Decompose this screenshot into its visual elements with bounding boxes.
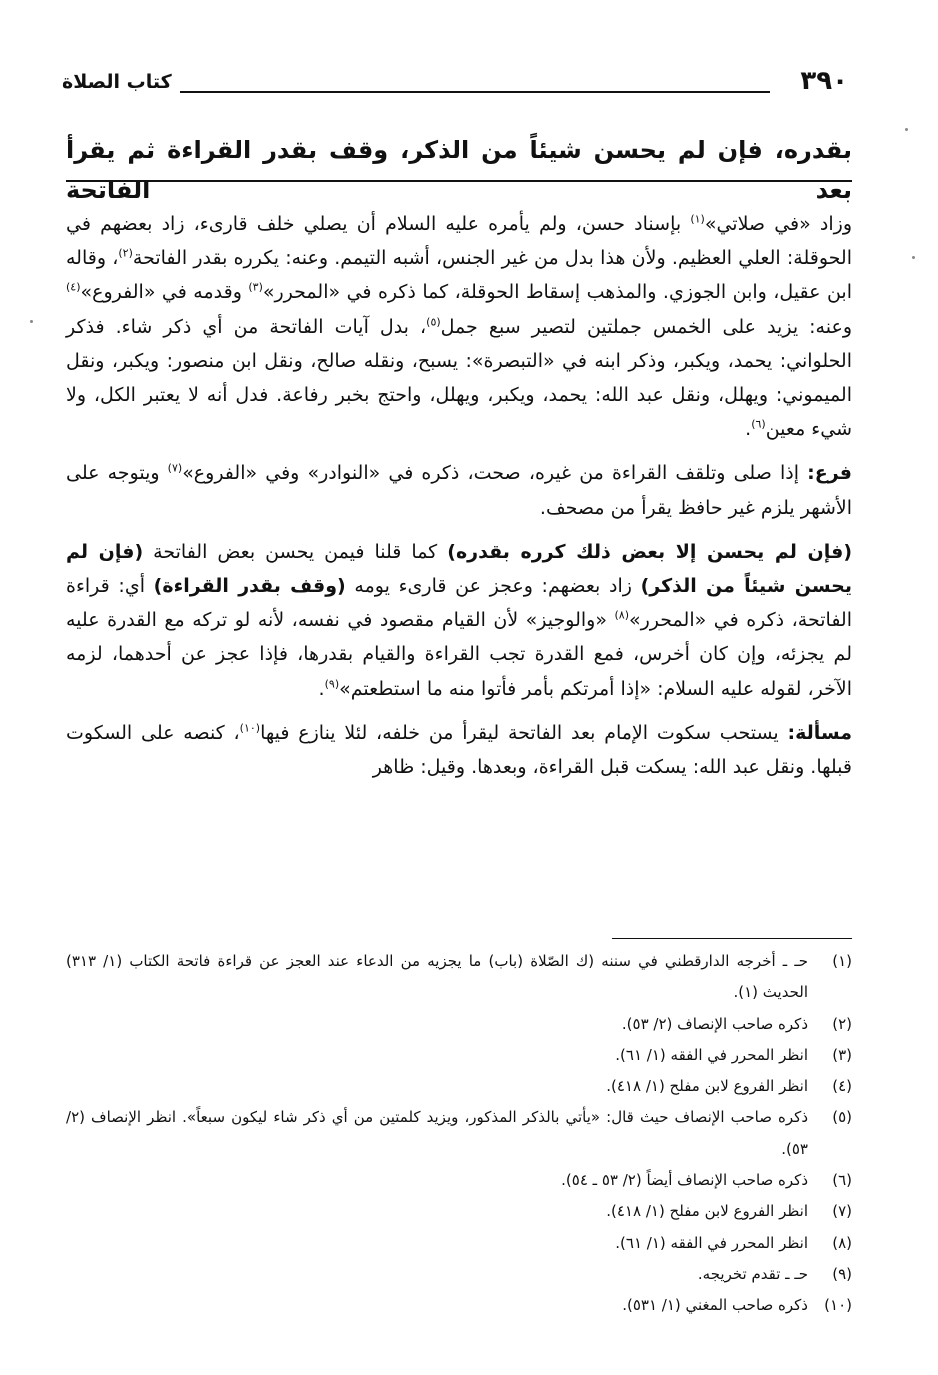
footnote-number: (٣)	[832, 1045, 852, 1064]
footnote-number: (٨)	[832, 1233, 852, 1252]
footnote	[66, 1165, 852, 1196]
footnote-text: انظر الفروع لابن مفلح (١/ ٤١٨).	[606, 1202, 808, 1221]
footnote-number: (٩)	[832, 1264, 852, 1283]
footnote-text: حـ ـ تقدم تخريجه.	[697, 1264, 808, 1283]
commentary-body	[66, 207, 852, 794]
paragraph-3: (فإن لم يحسن إلا بعض ذلك كرره بقدره) كما قلنا فيمن يحسن بعض الفاتحة (فإن لم يحسن شيئاً من الذكر) زاد بعضهم: وعجز عن قارىء يومه (وقف بقدر القراءة) أي: قراءة الفاتحة، ذكره في «المحرر»$^{(٨)}$ «والوجيز» لأن القيام مقصود في نفسه، لأنه لو تركه مع القدرة عليه لم يجزئه، وإن كان أخرس، فمع القدرة تجب القراءة والقيام بقدرها، فإذا عجز عن أحدهما، لزمه الآخر، لقوله عليه السلام: «إذا أمرتكم بأمر فأتوا منه ما استطعتم»$^{(٩)}$.	[66, 540, 853, 700]
footnote-text: حـ ـ أخرجه الدارقطني في سننه (ك الصّلاة (باب) ما يجزيه من الدعاء عند العجز عن قراءة فاتحة الكتاب (١/ ٣١٣) الحديث (١).	[66, 952, 808, 1002]
footnote-ref-5: (٥)	[426, 315, 441, 329]
footnote	[66, 946, 852, 1009]
scan-speck	[905, 128, 908, 131]
page-number: ٣٩٠	[800, 66, 848, 96]
paragraph-4: مسألة: يستحب سكوت الإمام بعد الفاتحة ليقرأ من خلفه، لئلا ينازع فيها$^{(١٠)}$، كنصه على السكوت قبلها. ونقل عبد الله: يسكت قبل القراءة، وبعدها. وقيل: ظاهر	[66, 721, 852, 779]
footnote-ref-7: (٧)	[167, 462, 183, 476]
header-rule	[180, 91, 770, 93]
footnote-number: (٤)	[832, 1077, 852, 1096]
matn-quote-1: (فإن لم يحسن إلا بعض ذلك كرره بقدره)	[447, 540, 853, 563]
footnote	[66, 1259, 852, 1290]
matn-divider	[66, 180, 852, 182]
footnote	[66, 1009, 852, 1040]
matn-quote-3: (وقف بقدر القراءة)	[153, 575, 346, 598]
footnote-ref-6: (٦)	[751, 417, 766, 431]
footnote-number: (٥)	[832, 1108, 852, 1127]
paragraph-2: فرع: إذا صلى وتلقف القراءة من غيره، صحت، ذكره في «النوادر» وفي «الفروع»$^{(٧)}$ ويتوجه على الأشهر يلزم غير حافظ يقرأ من مصحف.	[66, 462, 852, 519]
footnote	[66, 1040, 852, 1071]
footnote-text: ذكره صاحب الإنصاف أيضاً (٢/ ٥٣ ـ ٥٤).	[561, 1171, 808, 1190]
footnote-number: (١)	[832, 952, 852, 970]
paragraph-1: وزاد «في صلاتي»$^{(١)}$ بإسناد حسن، ولم يأمره عليه السلام أن يصلي خلف قارىء، زاد بعضهم في الحوقلة: العلي العظيم. ولأن هذا بدل من غير الجنس، أشبه التيمم. وعنه: يكرره بقدر الفاتحة$^{(٢)}$، وقاله ابن عقيل، وابن الجوزي. والمذهب إسقاط الحوقلة، كما ذكره في «المحرر»$^{(٣)}$ وقدمه في «الفروع»$^{(٤)}$ وعنه: يزيد على الخمس جملتين لتصير سبع جمل$^{(٥)}$، بدل آيات الفاتحة من أي ذكر شاء. فذكر الحلواني: يحمد، ويكبر، وذكر ابنه في «التبصرة»: يسبح، ونقله صالح، ونقل ابن منصور: ويكبر، ونقل الميموني: ويهلل، ونقل عبد الله: يحمد، ويكبر، ويهلل، واحتج بخبر رفاعة. فدل أنه لا يعتبر الكل، ولا شيء معين$^{(٦)}$.	[66, 212, 853, 441]
matn-text: بقدره، فإن لم يحسن شيئاً من الذكر، وقف بقدر القراءة ثم يقرأ بعد الفاتحة	[66, 136, 852, 204]
footnote-ref-2: (٢)	[118, 246, 133, 260]
footnote-text: ذكره صاحب الإنصاف (٢/ ٥٣).	[621, 1014, 808, 1033]
footnote-ref-3: (٣)	[248, 281, 263, 295]
matn-quote-2: (فإن لم يحسن شيئاً من الذكر)	[66, 540, 853, 598]
footnote-text: ذكره صاحب المغني (١/ ٥٣١).	[622, 1296, 808, 1315]
footnote	[66, 1102, 852, 1165]
footnotes	[66, 946, 852, 1322]
footnote-text: انظر الفروع لابن مفلح (١/ ٤١٨).	[606, 1077, 808, 1096]
scan-speck	[30, 320, 33, 323]
footnote	[66, 1290, 852, 1321]
book-title: كتاب الصلاة	[62, 71, 172, 93]
footnote-number: (٧)	[832, 1202, 852, 1221]
footnote-ref-8: (٨)	[614, 608, 629, 622]
footnote-ref-9: (٩)	[324, 677, 340, 691]
masala-label: مسألة:	[787, 721, 852, 744]
footnote-text: ذكره صاحب الإنصاف حيث قال: «يأتي بالذكر المذكور، ويزيد كلمتين من أي ذكر شاء ليكون سبعاً». انظر الإنصاف (٢/ ٥٣).	[66, 1108, 808, 1158]
footnote-ref-4: (٤)	[66, 281, 81, 295]
footnote-text: انظر المحرر في الفقه (١/ ٦١).	[615, 1045, 808, 1064]
footnote-number: (١٠)	[824, 1296, 852, 1315]
footnotes-divider	[612, 938, 852, 939]
footnote	[66, 1071, 852, 1102]
footnote-ref-10: (١٠)	[239, 721, 261, 735]
scan-speck	[912, 256, 915, 259]
footnote	[66, 1196, 852, 1227]
footnote	[66, 1228, 852, 1259]
footnote-ref-1: (١)	[690, 212, 705, 226]
footnote-number: (٢)	[832, 1014, 852, 1033]
far-label: فرع:	[807, 462, 852, 485]
page-header	[62, 66, 848, 98]
footnote-text: انظر المحرر في الفقه (١/ ٦١).	[615, 1233, 808, 1252]
footnote-number: (٦)	[832, 1171, 852, 1190]
